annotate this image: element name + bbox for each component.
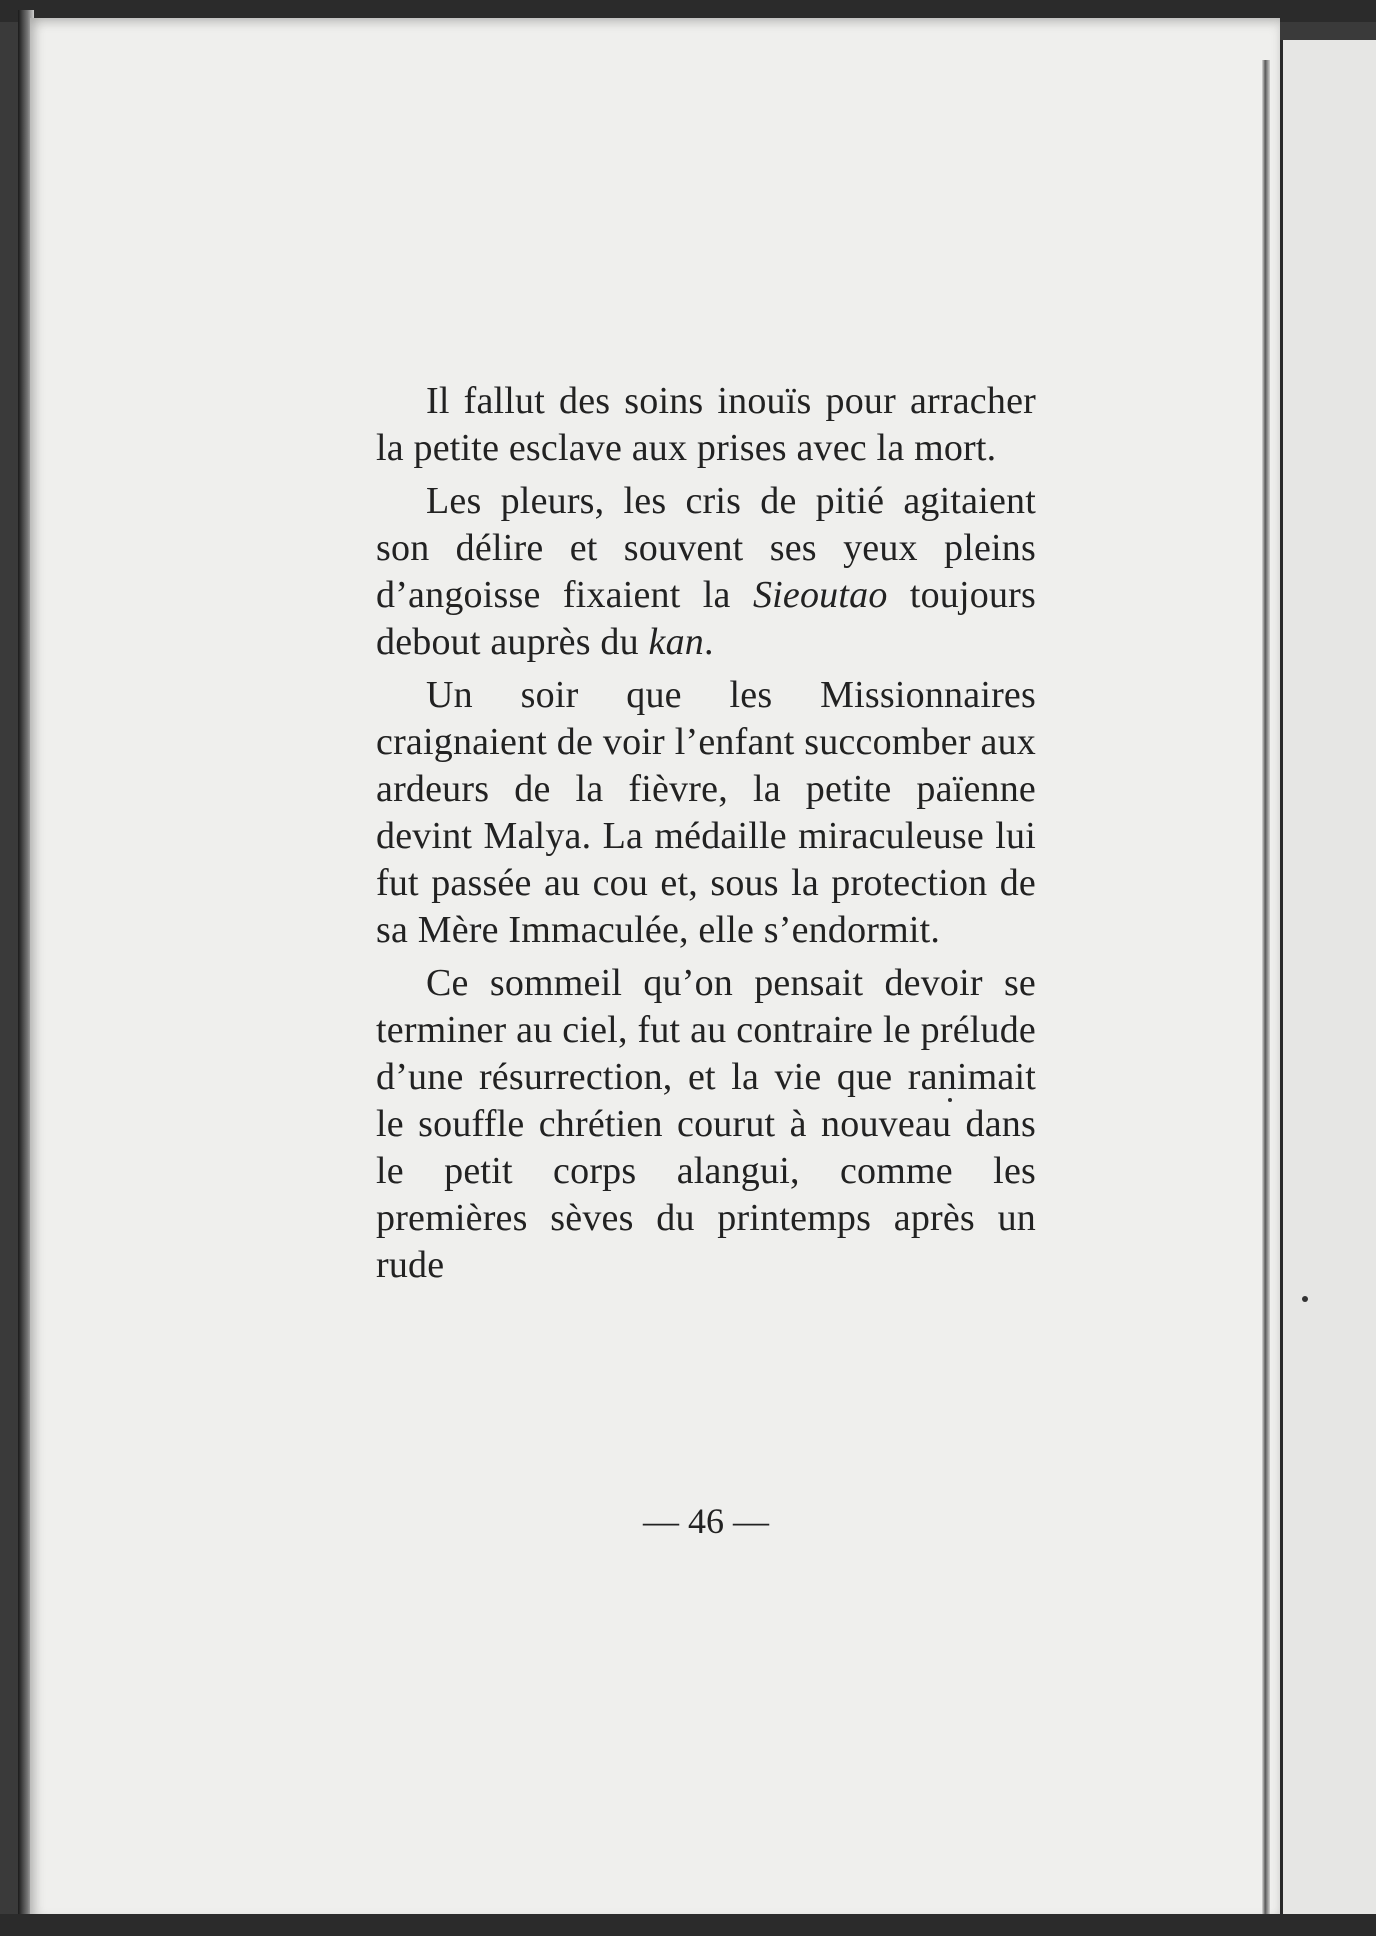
scan-speck xyxy=(1302,1296,1308,1302)
italic-term: Sieoutao xyxy=(752,574,888,616)
text-run: Les pleurs, les cris de pitié agitaient son délire et souvent ses yeux pleins d’angoisse fixaient la xyxy=(376,480,1036,616)
paragraph xyxy=(376,672,1036,954)
paragraph xyxy=(376,960,1036,1289)
text-run: . xyxy=(703,621,714,663)
page-gutter xyxy=(1262,60,1270,1920)
paragraph xyxy=(376,478,1036,666)
text-run: toujours debout auprès du xyxy=(376,574,1036,663)
body-text xyxy=(376,378,1036,1295)
paragraph xyxy=(376,378,1036,472)
text-run: Il fallut des soins inouïs pour arracher la petite esclave aux prises avec la mort. xyxy=(376,380,1036,469)
text-run: Ce sommeil qu’on pensait devoir se terminer au ciel, fut au contraire le prélude d’une résurrection, et la vie que ranimait le souffle chrétien courut à nouveau dans le petit corps alangui, comme les premières sèves du printemps après un rude xyxy=(376,962,1036,1286)
page-number: — 46 — xyxy=(643,1501,769,1541)
italic-term: kan xyxy=(648,621,704,663)
facing-page-edge xyxy=(1280,40,1376,1920)
text-run: Un soir que les Missionnaires craignaient de voir l’enfant succomber aux ardeurs de la fièvre, la petite païenne devint Malya. La médaille miraculeuse lui fut passée au cou et, sous la protection de sa Mère Immaculée, elle s’endormit. xyxy=(376,674,1036,951)
scan-bottom-edge xyxy=(0,1914,1376,1936)
